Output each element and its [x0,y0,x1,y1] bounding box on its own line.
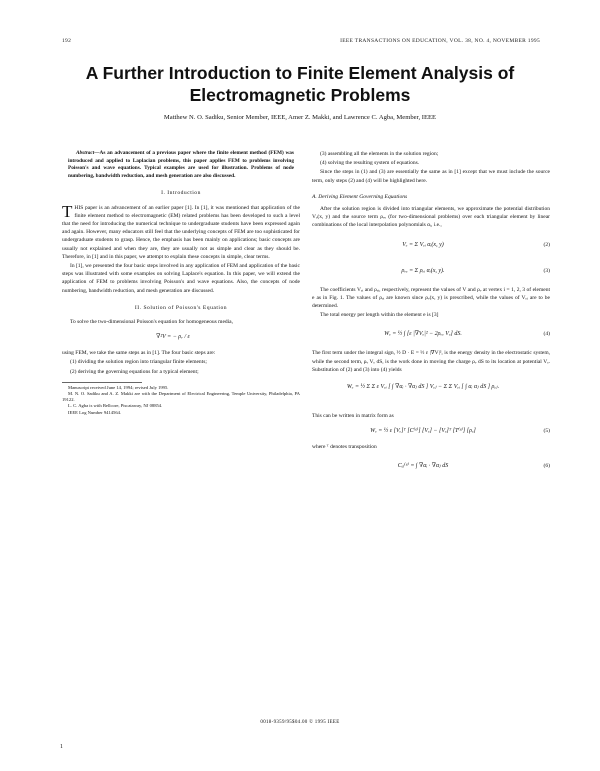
abstract-label: Abstract [76,150,95,156]
equation-6-body: Cᵢⱼ⁽ᵉ⁾ = ∫ ∇αᵢ · ∇αⱼ dS [397,463,449,470]
equation-2 [312,234,550,256]
author-line: Matthew N. O. Sadiku, Senior Member, IEEE, Amer Z. Makki, and Lawrence C. Agba, Member, IEEE [163,114,437,121]
equation-5-number: (5) [543,428,550,435]
step-2: (2) deriving the governing equations for a typical element; [70,368,199,375]
equation-5-body: Wₑ = ½ ε [Vₑ]ᵀ [C⁽ᵉ⁾] [Vₑ] − [Vₑ]ᵀ [T⁽ᵉ⁾] [ρₑ] [370,428,476,435]
step-3: (3) assembling all the elements in the solution region; [320,151,439,157]
drop-cap: T [62,201,73,221]
subsection-heading-element-equations: A. Deriving Element Governing Equations [312,193,408,200]
equation-2-number: (2) [543,241,550,248]
equation-6-number: (6) [543,463,550,470]
equation-4 [312,323,550,345]
equation-expanded [312,378,550,408]
equation-3-body: ρᵥₑ = Σ ρₑᵢ αᵢ(x, y). [401,267,445,274]
element-paragraph-4: The first term under the integral sign, ½ D · E = ½ ε |∇V|², is the energy density in the electrostatic system, while the second term, ρᵥ Vₑ dS, is the work done in moving the charge ρᵥ dS to its location at potential Vₑ. Substitution of (2) and (3) into (4) yields [312,350,550,373]
poisson-paragraph-2: using FEM, we take the same steps as in [1]. The four basic steps are: [62,350,216,357]
intro-paragraph-1-text: HIS paper is an advancement of an earlier paper [1]. In [1], it was mentioned that application of the finite element method to electromagnetic (EM) related problems has been developed to such a level that the need for introducing the numerical technique to undergraduate students have been expressed again and again. However, many educators still feel that the underlying concepts of FEM are too sophisticated for undergraduate students to grasp. Hence, the emphasis has been mainly on applications; basic concepts are usually not explained and when they are, they are usually not as simple and clear as they should be. Therefore, in [1] and in this paper, we attempt to explain these concepts in simple, clear terms. [62,204,300,260]
equation-3 [312,260,550,282]
paper-title: A Further Introduction to Finite Element Analysis of Electromagnetic Problems [85,63,515,105]
footnote-3: L. C. Agba is with Bellcore, Piscataway, NJ 08854. [68,403,163,409]
equation-expanded-body: Wₑ = ½ Σ Σ ε Vₑᵢ [ ∫ ∇αᵢ · ∇αⱼ dS ] Vₑⱼ − Σ Σ Vₑᵢ [ ∫ αᵢ αⱼ dS ] ρₑⱼ. [346,384,500,391]
equation-3-number: (3) [543,267,550,274]
section-heading-introduction: I. Introduction [161,190,201,197]
element-paragraph-6: where ᵀ denotes transposition [312,444,377,451]
step-1: (1) dividing the solution region into triangular finite elements; [70,359,207,366]
steps-remark: Since the steps in (1) and (3) are essentially the same as in [1] except that we must include the source term, only steps (2) and (4) will be highlighted here. [312,169,550,184]
footnote-2: M. N. O. Sadiku and A. Z. Makki are with the Department of Electrical Engineering, Temple University, Philadelphia, PA 19122. [62,391,300,403]
equation-4-number: (4) [543,331,550,338]
intro-paragraph-2: In [1], we presented the four basic steps involved in any application of FEM and application of the basic steps was illustrated with some examples on solving Laplace's equation. In this paper, we will extend the application of FEM to problems involving Poisson's and wave equations. Also, the concepts of node numbering, bandwidth reduction, and mesh generation are discussed. [62,263,300,294]
left-column [62,150,300,416]
equation-2-body: Vₑ = Σ Vₑᵢ αᵢ(x, y) [402,241,444,248]
journal-running-head: IEEE TRANSACTIONS ON EDUCATION, VOL. 38, NO. 4, NOVEMBER 1995 [340,38,540,44]
footnote-4: IEEE Log Number 9414564. [68,409,122,415]
equation-1-body: ∇²V = − ρᵥ / ε [156,334,190,341]
copyright-line: 0018-9359/95$04.00 © 1995 IEEE [260,720,340,725]
intro-paragraph-1 [62,201,300,261]
abstract [62,150,300,180]
footnote-1: Manuscript received June 14, 1994; revised July 1995. [68,384,169,390]
equation-1 [62,330,300,345]
poisson-paragraph-1: To solve the two-dimensional Poisson's equation for homogeneous media, [70,319,233,326]
step-4: (4) solving the resulting system of equations. [320,160,420,167]
equation-5 [312,424,550,439]
page-number: 192 [62,38,72,44]
equation-4-body: Wₑ = ½ ∫ [ε |∇Vₑ|² − 2ρᵥₑ Vₑ] dS. [384,331,462,338]
right-column [312,150,550,481]
element-paragraph-3: The total energy per length within the element e is [3] [320,312,439,319]
element-paragraph-2: The coefficients Vₑᵢ and ρₑᵢ, respectively, represent the values of V and ρᵥ at vertex i = 1, 2, 3 of element e as in Fig. 1. The values of ρₑᵢ are known since ρᵥ(x, y) is prescribed, while the values of Vₑᵢ are to be determined. [312,286,550,310]
element-paragraph-1: After the solution region is divided into triangular elements, we approximate the potential distribution Vₑ(x, y) and the source term ρᵥₑ (for two-dimensional problems) over each triangular element by linear combinations of the local interpolation polynomials αᵢ, i.e., [312,206,550,229]
equation-6 [312,455,550,477]
page-mark: 1 [60,744,63,750]
section-heading-poisson: II. Solution of Poisson's Equation [134,304,228,311]
element-paragraph-5: This can be written in matrix form as [312,413,394,420]
abstract-text: —As an advancement of a previous paper where the finite element method (FEM) was introduced and applied to Laplacian problems, this paper applies FEM to problems involving Poisson's and wave equations. Typical examples are used for illustration. Problems of node numbering, bandwidth reduction, and mesh generation are also discussed. [68,150,294,179]
